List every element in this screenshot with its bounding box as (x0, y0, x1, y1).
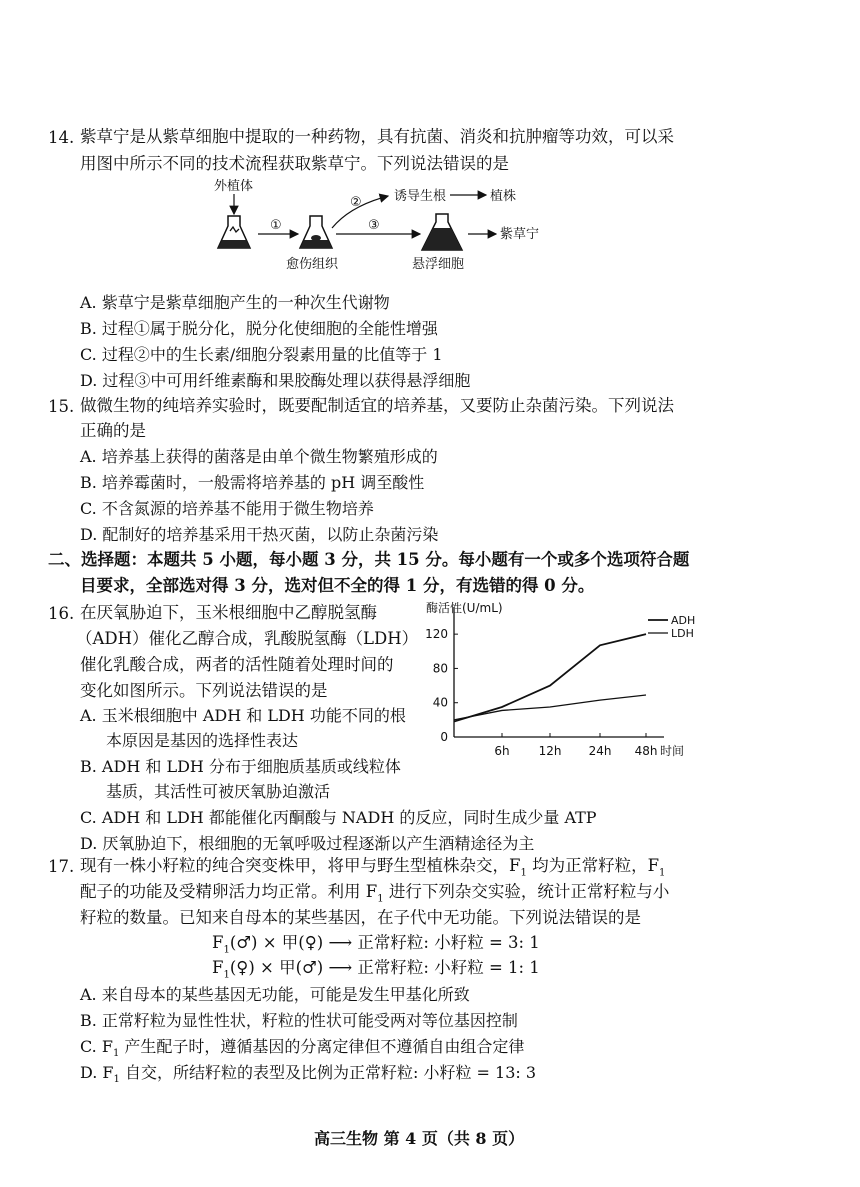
chart-series-ldh (454, 695, 646, 720)
q16-option-d: D. 厌氧胁迫下，根细胞的无氧呼吸过程逐渐以产生酒精途径为主 (80, 834, 535, 853)
flask-explant-icon (218, 216, 250, 248)
callus-label: 愈伤组织 (286, 257, 339, 272)
q14-stem-line2: 用图中所示不同的技术流程获取紫草宁。下列说法错误的是 (80, 154, 509, 173)
q15-stem-line2: 正确的是 (80, 421, 146, 440)
q14-number: 14. (48, 128, 75, 147)
q16-stem-line1: 在厌氧胁迫下，玉米根细胞中乙醇脱氢酶 (80, 603, 377, 622)
q15-option-d: D. 配制好的培养基采用干热灭菌，以防止杂菌污染 (80, 525, 439, 544)
q16-option-a-line1: A. 玉米根细胞中 ADH 和 LDH 功能不同的根 (80, 706, 406, 725)
chart-y-tick-label: 40 (432, 695, 448, 710)
chart-x-tick-label: 12h (538, 744, 562, 758)
q17-cross2: $F_1(♀)$ × 甲(♂) ⟶ 正常籽粒: 小籽粒 = 1: 1 (212, 958, 540, 981)
step2-label: ② (350, 195, 362, 210)
suspension-label: 悬浮细胞 (412, 257, 465, 272)
q15-option-b: B. 培养霉菌时，一般需将培养基的 pH 调至酸性 (80, 473, 425, 492)
section2-heading-line2: 目要求，全部选对得 3 分，选对但不全的得 1 分，有选错的得 0 分。 (80, 576, 595, 595)
plant-label: 植株 (490, 189, 517, 204)
q16-number: 16. (48, 604, 75, 623)
q17-stem-line1: 现有一株小籽粒的纯合突变株甲，将甲与野生型植株杂交，$F_1$ 均为正常籽粒，$F_1$ (80, 856, 666, 879)
legend-label-adh: ADH (671, 614, 696, 627)
q16-option-a-line2: 本原因是基因的选择性表达 (106, 731, 299, 750)
product-label: 紫草宁 (500, 227, 540, 242)
flask-suspension-icon (422, 214, 462, 250)
q17-option-b: B. 正常籽粒为显性性状，籽粒的性状可能受两对等位基因控制 (80, 1011, 518, 1030)
q17-cross1: $F_1(♂)$ × 甲(♀) ⟶ 正常籽粒: 小籽粒 = 3: 1 (212, 933, 540, 956)
step1-label: ① (270, 218, 282, 233)
q15-option-a: A. 培养基上获得的菌落是由单个微生物繁殖形成的 (80, 447, 438, 466)
q16-stem-line3: 催化乳酸合成，两者的活性随着处理时间的 (80, 655, 394, 674)
q14-option-a: A. 紫草宁是紫草细胞产生的一种次生代谢物 (80, 293, 390, 312)
q14-stem-line1: 紫草宁是从紫草细胞中提取的一种药物，具有抗菌、消炎和抗肿瘤等功效，可以采 (80, 127, 674, 146)
enzyme-activity-chart (420, 600, 710, 770)
chart-xlabel: 时间 (660, 744, 685, 758)
q14-option-d: D. 过程③中可用纤维素酶和果胶酶处理以获得悬浮细胞 (80, 371, 471, 390)
page-footer: 高三生物 第 4 页（共 8 页） (314, 1129, 525, 1148)
legend-label-ldh: LDH (671, 627, 694, 640)
chart-y-tick-label: 80 (432, 661, 448, 676)
chart-x-tick-label: 6h (494, 744, 510, 758)
q14-option-c: C. 过程②中的生长素/细胞分裂素用量的比值等于 1 (80, 345, 443, 364)
chart-series-adh (454, 634, 646, 721)
chart-x-tick-label: 24h (588, 744, 612, 758)
q17-option-c: C. $F_1$ 产生配子时，遵循基因的分离定律但不遵循自由组合定律 (80, 1037, 525, 1060)
tissue-culture-diagram (200, 176, 760, 276)
chart-x-tick-label: 48h (634, 744, 658, 758)
q17-stem-line3: 籽粒的数量。已知来自母本的某些基因，在子代中无功能。下列说法错误的是 (80, 908, 641, 927)
q16-stem-line2: （ADH）催化乙醇合成，乳酸脱氢酶（LDH） (76, 629, 419, 648)
q16-option-c: C. ADH 和 LDH 都能催化丙酮酸与 NADH 的反应，同时生成少量 ATP (80, 808, 597, 827)
step3-label: ③ (368, 218, 380, 233)
q16-stem-line4: 变化如图所示。下列说法错误的是 (80, 681, 328, 700)
q16-option-b-line1: B. ADH 和 LDH 分布于细胞质基质或线粒体 (80, 757, 401, 776)
q16-option-b-line2: 基质，其活性可被厌氧胁迫激活 (106, 782, 331, 801)
chart-y-tick-label: 120 (425, 627, 448, 642)
chart-y-tick-label: 0 (440, 730, 448, 744)
q17-stem-line2: 配子的功能及受精卵活力均正常。利用 $F_1$ 进行下列杂交实验，统计正常籽粒与小 (80, 882, 670, 905)
chart-ylabel: 酶活性(U/mL) (426, 601, 503, 615)
section2-heading-line1: 二、选择题：本题共 5 小题，每小题 3 分，共 15 分。每小题有一个或多个选项符合题 (48, 550, 690, 569)
q17-option-d: D. $F_1$ 自交，所结籽粒的表型及比例为正常籽粒: 小籽粒 = 13: 3 (80, 1063, 537, 1086)
q15-option-c: C. 不含氮源的培养基不能用于微生物培养 (80, 499, 374, 518)
q17-option-a: A. 来自母本的某些基因无功能，可能是发生甲基化所致 (80, 985, 470, 1004)
rooting-label: 诱导生根 (394, 189, 447, 204)
flask-callus-icon (300, 216, 332, 248)
explant-label: 外植体 (214, 179, 254, 194)
q15-stem-line1: 做微生物的纯培养实验时，既要配制适宜的培养基，又要防止杂菌污染。下列说法 (80, 396, 674, 415)
q15-number: 15. (48, 397, 75, 416)
q14-option-b: B. 过程①属于脱分化，脱分化使细胞的全能性增强 (80, 319, 438, 338)
q17-number: 17. (48, 857, 75, 876)
